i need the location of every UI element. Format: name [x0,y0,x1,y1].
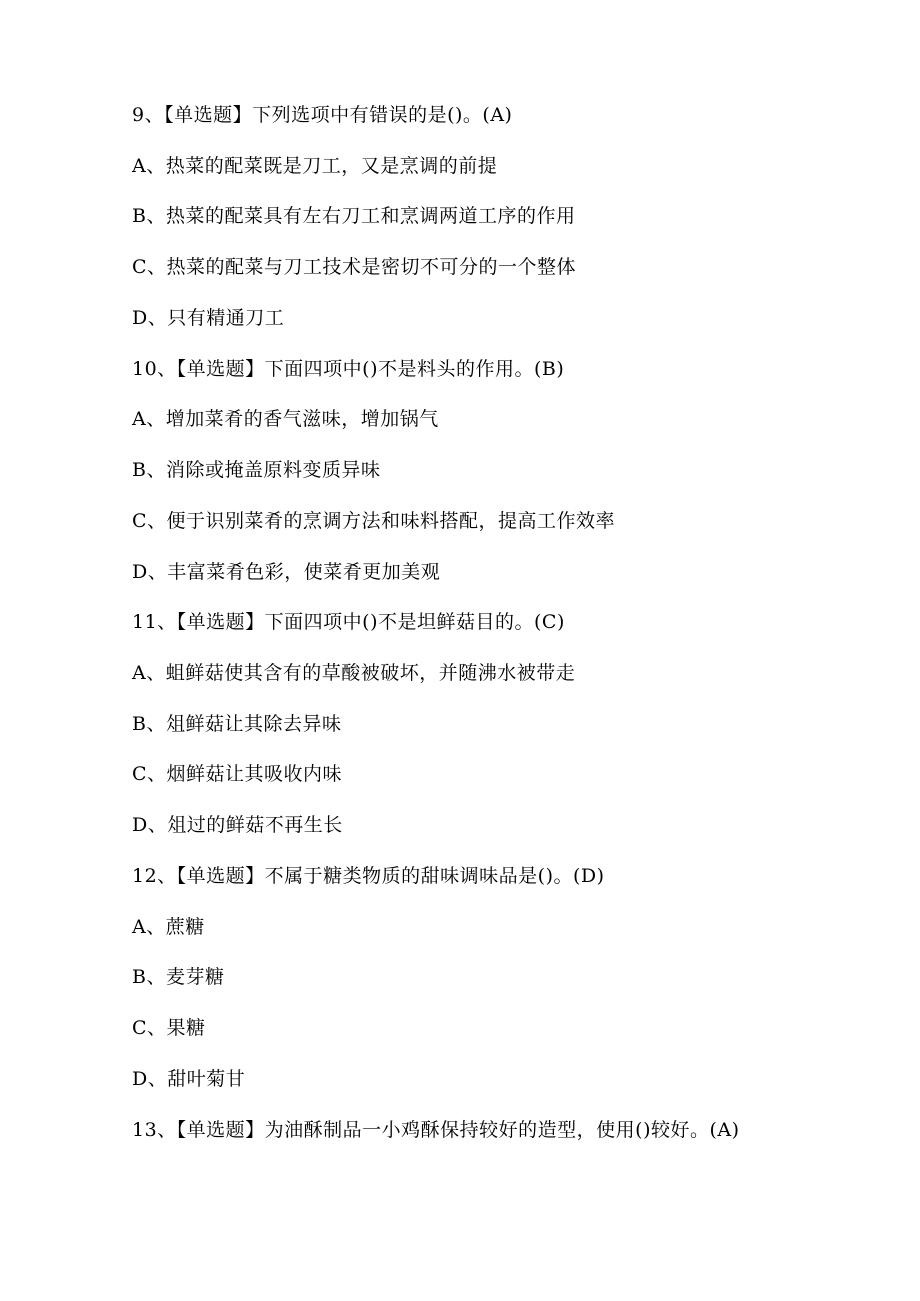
answer-option: C、热菜的配菜与刀工技术是密切不可分的一个整体 [132,256,577,278]
question-stem: 10、【单选题】下面四项中()不是料头的作用。(B) [132,358,565,380]
question-stem: 13、【单选题】为油酥制品一小鸡酥保持较好的造型，使用()较好。(A) [132,1119,740,1141]
question-stem: 12、【单选题】不属于糖类物质的甜味调味品是()。(D) [132,865,605,887]
answer-option: C、果糖 [132,1017,206,1039]
answer-option: C、便于识别菜肴的烹调方法和味料搭配，提高工作效率 [132,510,616,532]
answer-option: A、蔗糖 [132,916,205,938]
answer-option: B、消除或掩盖原料变质异味 [132,459,381,481]
answer-option: B、热菜的配菜具有左右刀工和烹调两道工序的作用 [132,205,576,227]
question-stem: 11、【单选题】下面四项中()不是坦鲜菇目的。(C) [132,611,565,633]
question-stem: 9、【单选题】下列选项中有错误的是()。(A) [132,104,513,126]
answer-option: D、只有精通刀工 [132,307,285,329]
answer-option: B、俎鲜菇让其除去异味 [132,713,342,735]
answer-option: A、蛆鲜菇使其含有的草酸被破坏，并随沸水被带走 [132,662,576,684]
answer-option: C、烟鲜菇让其吸收内味 [132,763,343,785]
answer-option: B、麦芽糖 [132,966,225,988]
answer-option: D、俎过的鲜菇不再生长 [132,814,343,836]
answer-option: D、丰富菜肴色彩，使菜肴更加美观 [132,561,441,583]
answer-option: A、增加菜肴的香气滋味，增加锅气 [132,408,439,430]
answer-option: D、甜叶菊甘 [132,1068,246,1090]
answer-option: A、热菜的配菜既是刀工，又是烹调的前提 [132,155,498,177]
